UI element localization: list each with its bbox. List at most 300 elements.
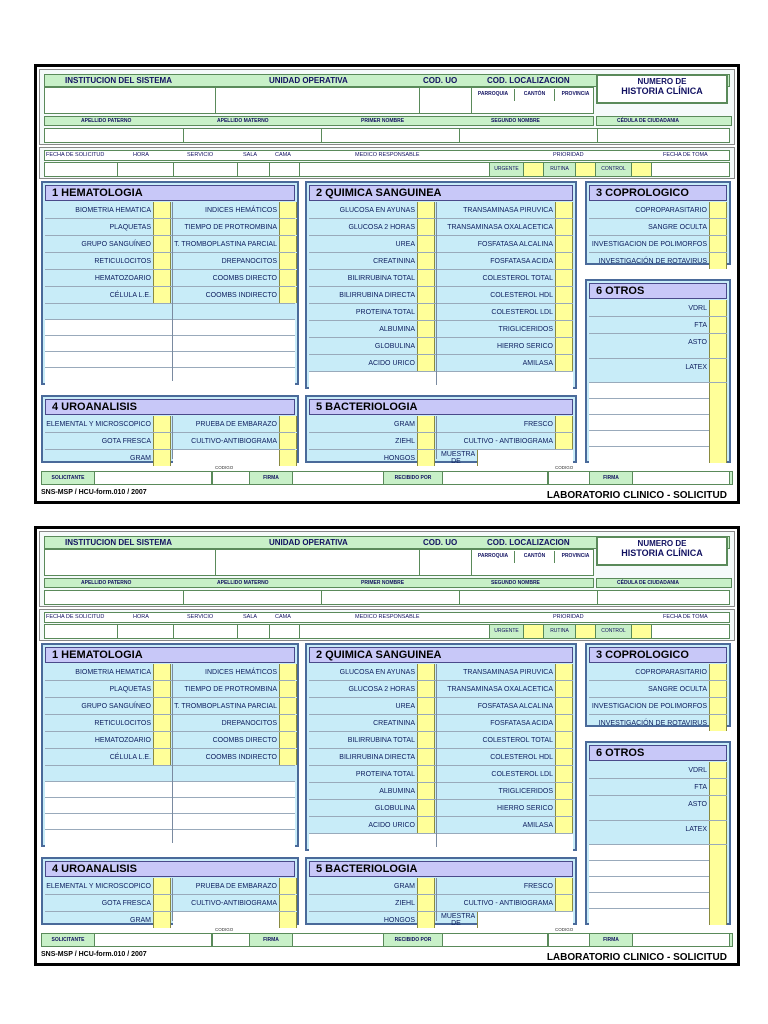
test-checkbox[interactable] [153, 416, 171, 432]
test-checkbox[interactable] [555, 698, 573, 714]
cod-uo-field[interactable] [419, 550, 471, 575]
hora-field[interactable] [117, 625, 173, 638]
test-row [45, 878, 295, 895]
otros-title: 6 OTROS [589, 745, 727, 761]
test-checkbox[interactable] [279, 236, 297, 252]
free-entry-row[interactable] [45, 766, 295, 782]
firma-label: FIRMA [263, 937, 279, 943]
test-checkbox[interactable] [153, 681, 171, 697]
test-row [45, 895, 295, 912]
test-checkbox[interactable] [153, 895, 171, 911]
bacteriologia-title: 5 BACTERIOLOGIA [309, 399, 573, 415]
test-label: TRANSAMINASA OXALACETICA [447, 223, 553, 231]
test-checkbox[interactable] [417, 433, 435, 449]
apellido-materno-field[interactable] [183, 591, 321, 604]
test-label: TRANSAMINASA OXALACETICA [447, 685, 553, 693]
test-checkbox[interactable] [417, 416, 435, 432]
test-checkbox[interactable] [709, 334, 727, 358]
hora-field[interactable] [117, 163, 173, 176]
firma-field[interactable] [632, 934, 730, 946]
test-checkbox[interactable] [417, 895, 435, 911]
test-checkbox[interactable] [417, 664, 435, 680]
test-checkbox[interactable] [417, 287, 435, 303]
test-checkbox[interactable] [417, 253, 435, 269]
quimica-title: 2 QUIMICA SANGUINEA [309, 185, 573, 201]
muestra-de-field[interactable] [477, 912, 573, 928]
recibido-por-field[interactable] [442, 472, 548, 484]
test-checkbox[interactable] [555, 355, 573, 371]
test-checkbox[interactable] [709, 219, 727, 235]
test-label: TIEMPO DE PROTROMBINA [184, 223, 277, 231]
test-checkbox[interactable] [555, 783, 573, 799]
firma-field[interactable] [632, 472, 730, 484]
test-checkbox[interactable] [555, 732, 573, 748]
free-entry-cell[interactable] [173, 450, 279, 466]
test-checkbox[interactable] [417, 912, 435, 928]
fecha-toma-field[interactable] [651, 625, 733, 638]
test-row [589, 698, 727, 715]
unidad-field[interactable] [215, 550, 419, 575]
primer-nombre-label: PRIMER NOMBRE [361, 118, 405, 124]
historia-clinica-label: HISTORIA CLÍNICA [621, 86, 703, 96]
test-checkbox[interactable] [417, 749, 435, 765]
test-checkbox[interactable] [417, 202, 435, 218]
prioridad-label: PRIORIDAD [553, 152, 584, 158]
free-entry-cell[interactable] [173, 912, 279, 928]
cod-uo-label: COD. UO [423, 538, 458, 547]
test-checkbox[interactable] [153, 749, 171, 765]
cedula-field[interactable] [597, 591, 733, 604]
test-checkbox[interactable] [709, 253, 727, 269]
test-label: COOMBS DIRECTO [212, 274, 277, 282]
test-row [45, 433, 295, 450]
test-row [309, 912, 573, 929]
free-entry-row[interactable] [309, 834, 573, 851]
sala-label: SALA [243, 152, 258, 158]
fecha-solicitud-field[interactable] [45, 625, 117, 638]
test-label: INVESTIGACION DE POLIMORFOS [591, 702, 707, 710]
test-checkbox[interactable] [279, 450, 297, 466]
test-checkbox[interactable] [555, 416, 573, 432]
control-checkbox[interactable] [631, 163, 651, 176]
test-checkbox[interactable] [279, 732, 297, 748]
urgente-label: URGENTE [489, 163, 523, 176]
patient-name-fields [44, 128, 730, 143]
provincia-field[interactable]: PROVINCIA [554, 551, 596, 563]
test-checkbox[interactable] [279, 698, 297, 714]
test-label: CULTIVO - ANTIBIOGRAMA [463, 437, 553, 445]
free-entry-row[interactable] [589, 877, 727, 893]
column-divider [436, 878, 437, 921]
test-checkbox[interactable] [709, 202, 727, 218]
test-checkbox[interactable] [279, 202, 297, 218]
rutina-checkbox[interactable] [575, 163, 595, 176]
cama-field[interactable] [269, 163, 299, 176]
test-checkbox[interactable] [417, 681, 435, 697]
signature-bar [41, 933, 733, 947]
test-checkbox[interactable] [153, 202, 171, 218]
test-row [45, 450, 295, 467]
test-row [309, 219, 573, 236]
fecha-toma-field[interactable] [651, 163, 733, 176]
control-checkbox[interactable] [631, 625, 651, 638]
medico-field[interactable] [299, 163, 489, 176]
test-checkbox[interactable] [279, 416, 297, 432]
test-checkbox[interactable] [709, 236, 727, 252]
free-entry-row[interactable] [589, 845, 727, 861]
test-label: RETICULOCITOS [94, 257, 151, 265]
solicitante-field[interactable] [94, 934, 212, 946]
primer-nombre-field[interactable] [321, 591, 459, 604]
test-checkbox[interactable] [555, 800, 573, 816]
muestra-label: MUESTRA DE [441, 913, 476, 927]
test-checkbox[interactable] [555, 304, 573, 320]
free-entry-row[interactable] [589, 431, 727, 447]
test-label: PLAQUETAS [109, 685, 151, 693]
test-label: GLOBULINA [374, 804, 415, 812]
test-row [309, 698, 573, 715]
test-row [309, 895, 573, 912]
test-checkbox[interactable] [555, 338, 573, 354]
sala-field[interactable] [237, 625, 269, 638]
test-label: GRAM [394, 420, 415, 428]
test-label: GOTA FRESCA [101, 437, 151, 445]
muestra-de-field[interactable] [477, 450, 573, 466]
test-checkbox[interactable] [279, 878, 297, 894]
patient-name-header [44, 578, 594, 588]
cama-field[interactable] [269, 625, 299, 638]
test-checkbox[interactable] [279, 749, 297, 765]
test-checkbox[interactable] [417, 270, 435, 286]
test-label: ASTO [688, 338, 707, 346]
provincia-field[interactable]: PROVINCIA [554, 89, 596, 101]
fecha-solicitud-field[interactable] [45, 163, 117, 176]
canton-field[interactable]: CANTÓN [514, 89, 554, 101]
test-checkbox[interactable] [555, 681, 573, 697]
test-checkbox[interactable] [417, 766, 435, 782]
test-row [309, 450, 573, 467]
test-checkbox[interactable] [417, 236, 435, 252]
free-entry-row[interactable] [45, 336, 295, 352]
test-label: HEMATOZOARIO [94, 736, 151, 744]
apellido-paterno-label: APELLIDO PATERNO [81, 580, 132, 586]
column-divider [172, 202, 173, 381]
cedula-field[interactable] [597, 129, 733, 142]
test-checkbox[interactable] [279, 681, 297, 697]
test-checkbox[interactable] [555, 715, 573, 731]
test-checkbox[interactable] [709, 300, 727, 316]
free-entry-row[interactable] [45, 814, 295, 830]
otros-section [585, 741, 731, 925]
request-details-panel [39, 147, 735, 179]
test-label: ACIDO URICO [368, 359, 415, 367]
test-checkbox[interactable] [555, 236, 573, 252]
parroquia-field[interactable]: PARROQUIA [477, 553, 509, 559]
column-divider [436, 664, 437, 847]
test-label: TIEMPO DE PROTROMBINA [184, 685, 277, 693]
medico-field[interactable] [299, 625, 489, 638]
test-checkbox[interactable] [709, 698, 727, 714]
test-checkbox[interactable] [279, 219, 297, 235]
request-header [44, 150, 730, 161]
codigo-field[interactable] [548, 934, 590, 946]
column-divider [172, 416, 173, 459]
servicio-field[interactable] [173, 625, 237, 638]
test-checkbox[interactable] [555, 664, 573, 680]
test-checkbox[interactable] [417, 817, 435, 833]
test-label: RETICULOCITOS [94, 719, 151, 727]
test-checkbox[interactable] [153, 253, 171, 269]
test-label: COOMBS DIRECTO [212, 736, 277, 744]
uroanalisis-rows [45, 416, 295, 462]
free-entry-row[interactable] [589, 909, 727, 925]
test-checkbox[interactable] [555, 270, 573, 286]
test-label: COLESTEROL LDL [491, 308, 553, 316]
test-label: ACIDO URICO [368, 821, 415, 829]
cod-localizacion-field [471, 88, 595, 113]
test-checkbox[interactable] [417, 698, 435, 714]
sala-label: SALA [243, 614, 258, 620]
free-entry-row[interactable] [589, 893, 727, 909]
test-label: BIOMETRIA HEMATICA [75, 668, 151, 676]
request-fields [44, 162, 730, 177]
free-entry-row[interactable] [309, 372, 573, 389]
recibido-por-field[interactable] [442, 934, 548, 946]
test-label: FRESCO [523, 882, 553, 890]
hora-label: HORA [133, 614, 149, 620]
codigo-field[interactable] [548, 472, 590, 484]
apellido-paterno-field[interactable] [45, 591, 183, 604]
firma-field[interactable] [292, 472, 384, 484]
free-entry-row[interactable] [589, 861, 727, 877]
urgente-checkbox[interactable] [523, 625, 543, 638]
free-entry-row[interactable] [45, 368, 295, 385]
test-row [45, 287, 295, 304]
otros-rows [589, 300, 727, 459]
institucion-label: INSTITUCION DEL SISTEMA [65, 538, 172, 547]
test-checkbox[interactable] [153, 287, 171, 303]
test-label: AMILASA [522, 359, 553, 367]
test-checkbox[interactable] [709, 681, 727, 697]
test-row [309, 338, 573, 355]
test-checkbox[interactable] [417, 450, 435, 466]
test-row [309, 766, 573, 783]
apellido-materno-field[interactable] [183, 129, 321, 142]
test-row [309, 664, 573, 681]
test-checkbox[interactable] [555, 878, 573, 894]
rutina-checkbox[interactable] [575, 625, 595, 638]
test-checkbox[interactable] [153, 698, 171, 714]
test-checkbox[interactable] [709, 715, 727, 731]
urgente-checkbox[interactable] [523, 163, 543, 176]
test-checkbox[interactable] [555, 766, 573, 782]
test-checkbox[interactable] [279, 715, 297, 731]
test-label: COPROPARASITARIO [635, 206, 707, 214]
hematologia-rows [45, 202, 295, 381]
test-row [589, 779, 727, 796]
test-checkbox[interactable] [555, 287, 573, 303]
test-checkbox[interactable] [709, 821, 727, 844]
codigo-field[interactable] [212, 472, 250, 484]
patient-name-header [44, 116, 594, 126]
institucion-field[interactable] [45, 88, 215, 113]
test-checkbox[interactable] [279, 912, 297, 928]
otros-rows [589, 762, 727, 921]
test-checkbox[interactable] [153, 433, 171, 449]
test-checkbox[interactable] [555, 321, 573, 337]
column-divider [172, 878, 173, 921]
test-checkbox[interactable] [417, 338, 435, 354]
lab-request-form-copy [34, 526, 740, 966]
test-checkbox[interactable] [709, 317, 727, 333]
servicio-field[interactable] [173, 163, 237, 176]
test-checkbox[interactable] [555, 219, 573, 235]
otros-title: 6 OTROS [589, 283, 727, 299]
test-row [45, 219, 295, 236]
test-checkbox[interactable] [709, 359, 727, 382]
hematologia-rows [45, 664, 295, 843]
column-divider [172, 664, 173, 843]
test-label: PROTEINA TOTAL [355, 308, 415, 316]
test-checkbox[interactable] [153, 732, 171, 748]
parroquia-field[interactable]: PARROQUIA [477, 91, 509, 97]
test-label: COOMBS INDIRECTO [205, 753, 277, 761]
test-checkbox[interactable] [153, 219, 171, 235]
test-row [309, 202, 573, 219]
test-label: HEMATOZOARIO [94, 274, 151, 282]
test-checkbox[interactable] [279, 895, 297, 911]
medico-label: MEDICO RESPONSABLE [355, 614, 420, 620]
codigo-label: CODIGO [555, 927, 574, 932]
apellido-paterno-field[interactable] [45, 129, 183, 142]
test-row [45, 664, 295, 681]
test-checkbox[interactable] [153, 715, 171, 731]
test-checkbox[interactable] [555, 817, 573, 833]
test-label: FRESCO [523, 420, 553, 428]
test-checkbox[interactable] [279, 664, 297, 680]
cod-uo-field[interactable] [419, 88, 471, 113]
test-label: TRANSAMINASA PIRUVICA [463, 668, 553, 676]
test-label: FOSFATASA ACIDA [490, 257, 553, 265]
test-checkbox[interactable] [709, 762, 727, 778]
segundo-nombre-field[interactable] [459, 591, 597, 604]
test-checkbox[interactable] [417, 321, 435, 337]
test-checkbox[interactable] [153, 236, 171, 252]
institucion-field[interactable] [45, 550, 215, 575]
institucion-label: INSTITUCION DEL SISTEMA [65, 76, 172, 85]
test-checkbox[interactable] [153, 270, 171, 286]
test-checkbox[interactable] [555, 749, 573, 765]
test-checkbox[interactable] [555, 433, 573, 449]
test-checkbox[interactable] [555, 253, 573, 269]
test-label: ZIEHL [395, 899, 415, 907]
test-row [309, 416, 573, 433]
test-label: GRAM [130, 916, 151, 924]
free-entry-row[interactable] [45, 320, 295, 336]
firma-field[interactable] [292, 934, 384, 946]
free-entry-row[interactable] [45, 830, 295, 847]
segundo-nombre-field[interactable] [459, 129, 597, 142]
test-label: COLESTEROL TOTAL [482, 736, 553, 744]
test-checkbox[interactable] [279, 287, 297, 303]
primer-nombre-field[interactable] [321, 129, 459, 142]
test-checkbox[interactable] [417, 219, 435, 235]
test-checkbox[interactable] [417, 800, 435, 816]
test-checkbox[interactable] [555, 202, 573, 218]
test-label: CULTIVO - ANTIBIOGRAMA [463, 899, 553, 907]
test-row [589, 821, 727, 845]
free-entry-row[interactable] [589, 447, 727, 463]
test-row [45, 715, 295, 732]
test-row [309, 681, 573, 698]
free-entry-row[interactable] [589, 415, 727, 431]
test-checkbox[interactable] [417, 732, 435, 748]
test-label: INDICES HEMÁTICOS [205, 668, 277, 676]
recibido-por-label: RECIBIDO POR [394, 937, 432, 943]
free-entry-row[interactable] [45, 782, 295, 798]
free-entry-row[interactable] [45, 304, 295, 320]
test-checkbox[interactable] [153, 664, 171, 680]
test-label: VDRL [688, 304, 707, 312]
coprologico-title: 3 COPROLOGICO [589, 185, 727, 201]
test-checkbox[interactable] [417, 355, 435, 371]
test-checkbox[interactable] [417, 878, 435, 894]
test-checkbox[interactable] [153, 912, 171, 928]
test-label: ASTO [688, 800, 707, 808]
free-entry-row[interactable] [45, 798, 295, 814]
test-checkbox[interactable] [279, 433, 297, 449]
control-label: CONTROL [595, 163, 631, 176]
test-label: ELEMENTAL Y MICROSCOPICO [46, 882, 151, 890]
test-row [589, 762, 727, 779]
uroanalisis-section [41, 395, 299, 463]
test-checkbox[interactable] [709, 779, 727, 795]
test-row [309, 304, 573, 321]
test-label: COPROPARASITARIO [635, 668, 707, 676]
hematologia-section [41, 181, 299, 385]
test-label: DREPANOCITOS [221, 719, 277, 727]
institution-fields-row [44, 87, 594, 114]
test-checkbox[interactable] [279, 270, 297, 286]
sala-field[interactable] [237, 163, 269, 176]
test-checkbox[interactable] [153, 878, 171, 894]
canton-field[interactable]: CANTÓN [514, 551, 554, 563]
fecha-solicitud-label: FECHA DE SOLICITUD [46, 614, 105, 620]
test-label: LATEX [685, 825, 707, 833]
codigo-field[interactable] [212, 934, 250, 946]
otros-section [585, 279, 731, 463]
test-checkbox[interactable] [279, 253, 297, 269]
test-checkbox[interactable] [417, 304, 435, 320]
free-entry-row[interactable] [589, 383, 727, 399]
free-entry-row[interactable] [45, 352, 295, 368]
free-entry-checkbox-column [709, 383, 727, 463]
test-checkbox[interactable] [417, 783, 435, 799]
test-row [589, 202, 727, 219]
solicitante-field[interactable] [94, 472, 212, 484]
test-checkbox[interactable] [153, 450, 171, 466]
bacteriologia-section [305, 395, 577, 463]
test-checkbox[interactable] [709, 796, 727, 820]
test-checkbox[interactable] [709, 664, 727, 680]
free-entry-row[interactable] [589, 399, 727, 415]
unidad-field[interactable] [215, 88, 419, 113]
test-checkbox[interactable] [555, 895, 573, 911]
test-checkbox[interactable] [417, 715, 435, 731]
quimica-sanguinea-section [305, 181, 577, 389]
test-row [589, 334, 727, 359]
test-row [309, 878, 573, 895]
